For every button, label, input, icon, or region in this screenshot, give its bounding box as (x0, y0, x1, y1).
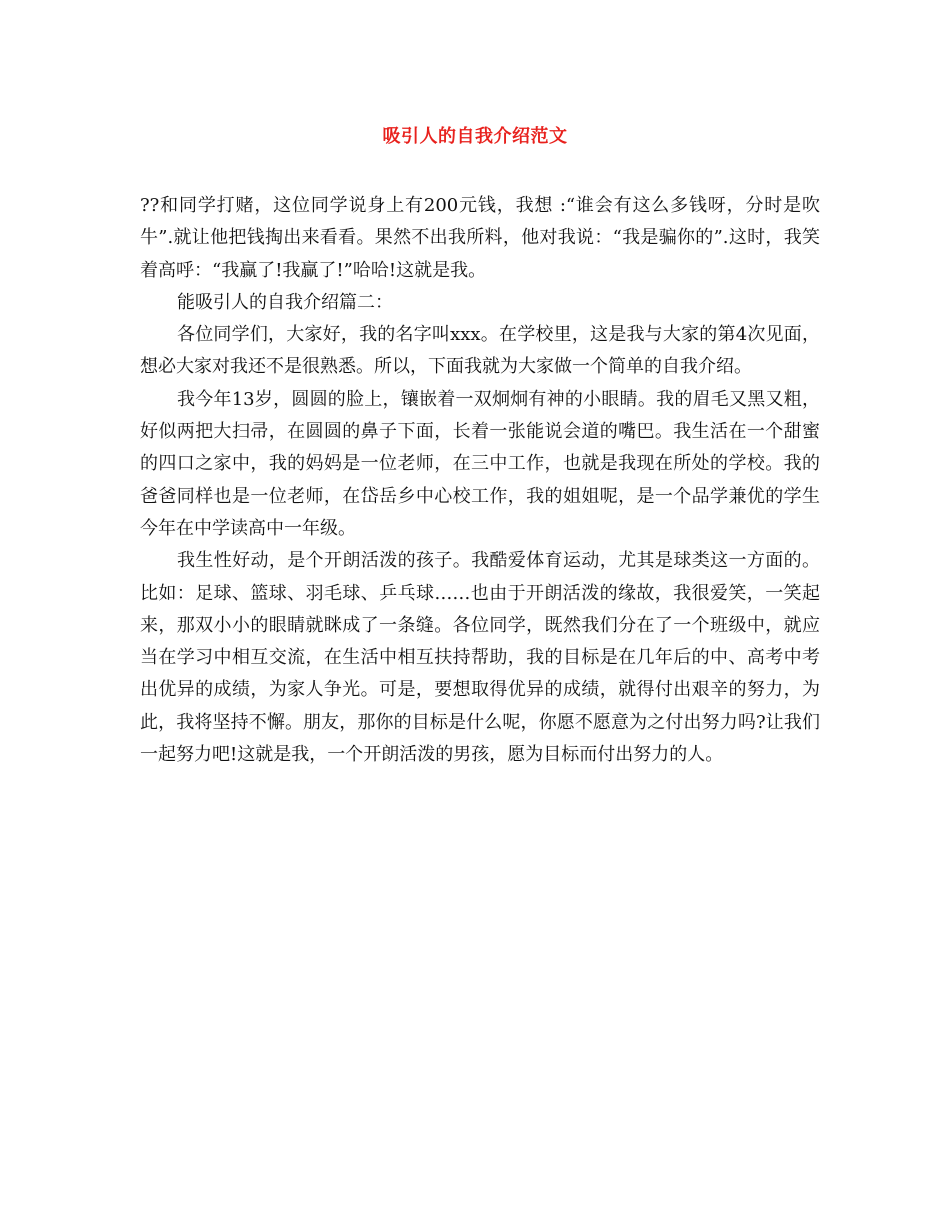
paragraph-appearance-family: 我今年13岁，圆圆的脸上，镶嵌着一双炯炯有神的小眼睛。我的眉毛又黑又粗，好似两把大扫帚，在圆圆的鼻子下面，长着一张能说会道的嘴巴。我生活在一个甜蜜的四口之家中，我的妈妈是一位老师，在三中工作，也就是我现在所处的学校。我的爸爸同样也是一位老师，在岱岳乡中心校工作，我的姐姐呢，是一个品学兼优的学生今年在中学读高中一年级。 (140, 388, 820, 539)
document-body (140, 190, 820, 771)
paragraph-greeting: 各位同学们，大家好，我的名字叫xxx。在学校里，这是我与大家的第4次见面，想必大家对我还不是很熟悉。所以，下面我就为大家做一个简单的自我介绍。 (140, 324, 820, 378)
section-heading: 能吸引人的自我介绍篇二： (177, 291, 393, 313)
paragraph-opening: ??和同学打赌，这位同学说身上有200元钱，我想 :“谁会有这么多钱呀，分时是吹牛”.就让他把钱掏出来看看。果然不出我所料，他对我说：“我是骗你的”.这时，我笑着高呼：“我赢了!我赢了!”哈哈!这就是我。 (140, 195, 820, 281)
paragraph-hobbies-goals: 我生性好动，是个开朗活泼的孩子。我酷爱体育运动，尤其是球类这一方面的。比如：足球、篮球、羽毛球、乒乓球……也由于开朗活泼的缘故，我很爱笑，一笑起来，那双小小的眼睛就眯成了一条缝。各位同学，既然我们分在了一个班级中，就应当在学习中相互交流，在生活中相互扶持帮助，我的目标是在几年后的中、高考中考出优异的成绩，为家人争光。可是，要想取得优异的成绩，就得付出艰辛的努力，为此，我将坚持不懈。朋友，那你的目标是什么呢，你愿不愿意为之付出努力吗?让我们一起努力吧!这就是我，一个开朗活泼的男孩，愿为目标而付出努力的人。 (140, 550, 820, 766)
document-title: 吸引人的自我介绍范文 (382, 126, 568, 147)
